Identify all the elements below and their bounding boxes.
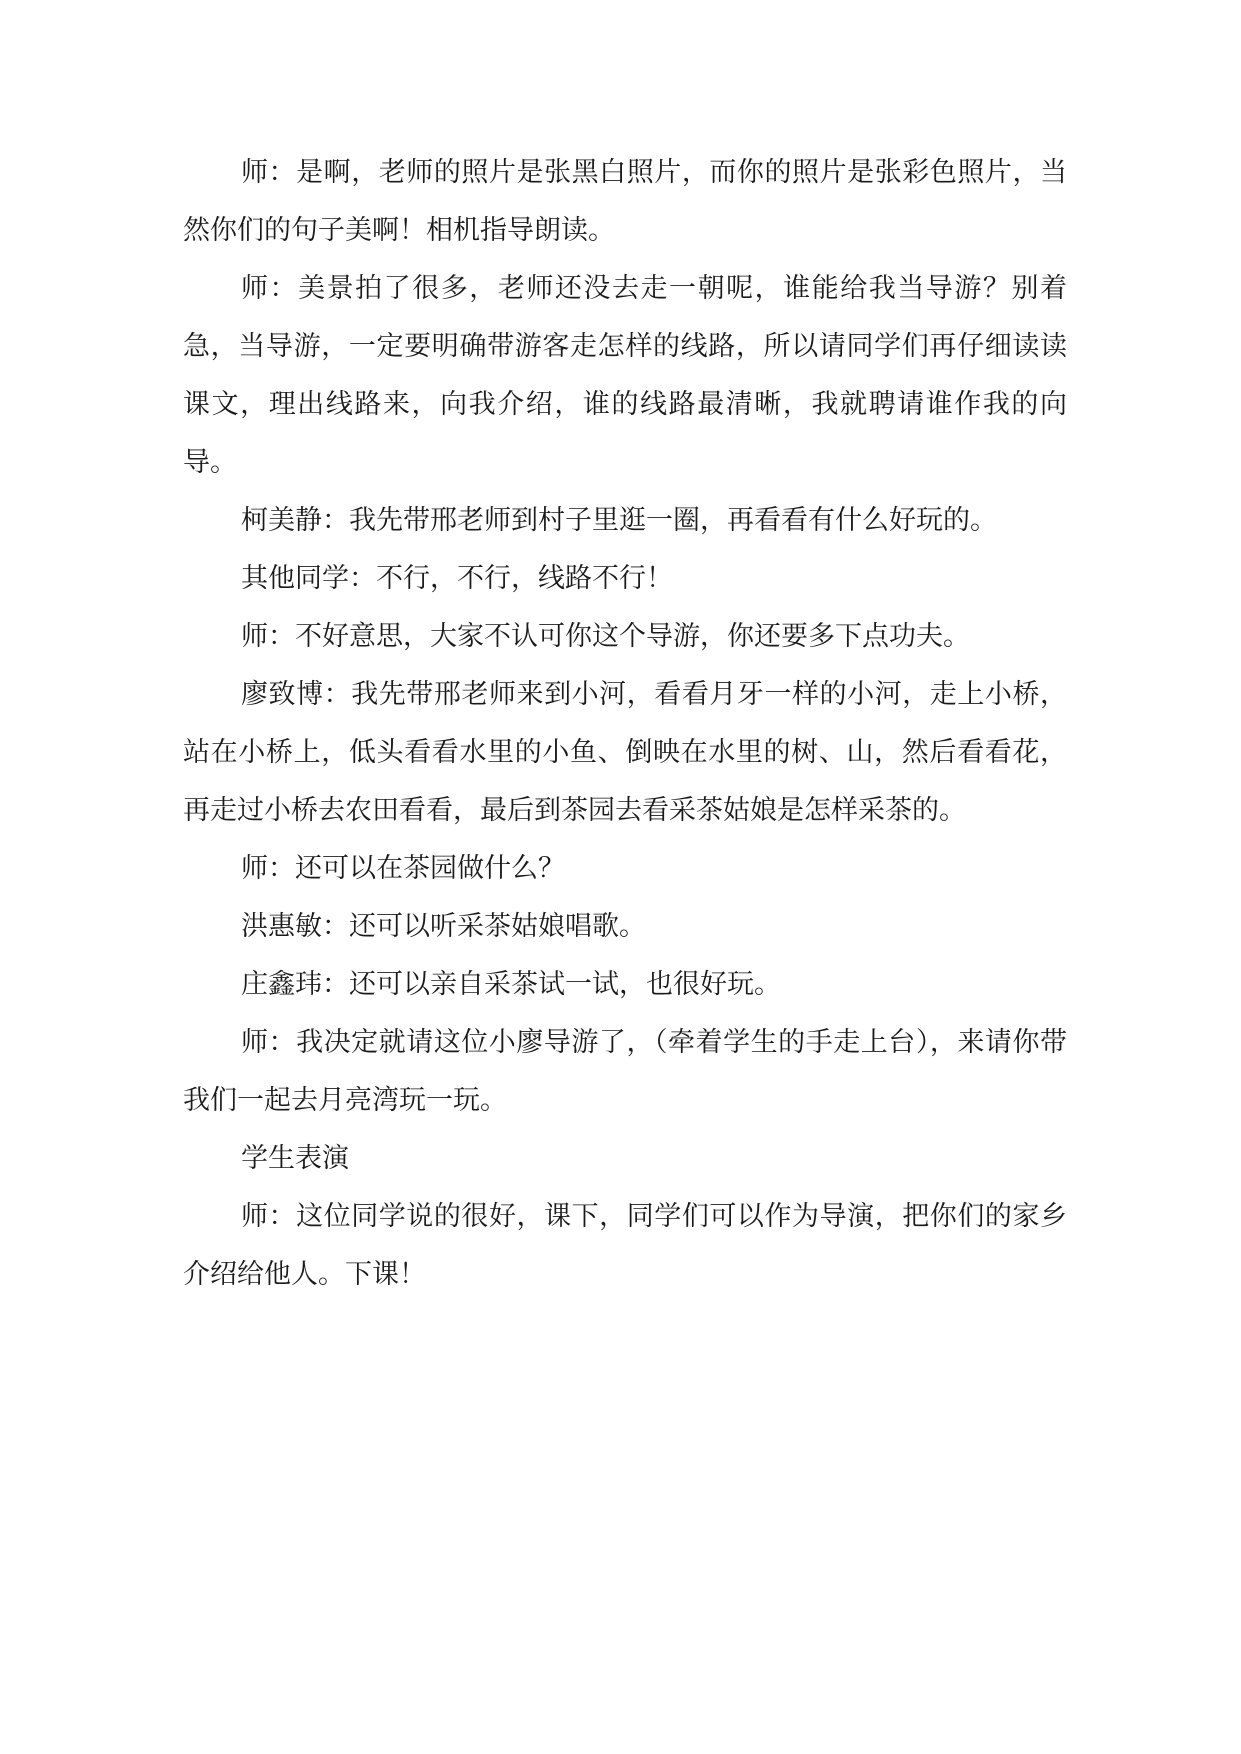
document-body <box>183 144 1067 1304</box>
paragraph-teacher-closing: 师：这位同学说的很好，课下，同学们可以作为导演，把你们的家乡介绍给他人。下课！ <box>183 1201 1067 1290</box>
paragraph-teacher-guide-request: 师：美景拍了很多，老师还没去走一朝呢，谁能给我当导游？别着急，当导游，一定要明确带游客走怎样的线路，所以请同学们再仔细读读课文，理出线路来，向我介绍，谁的线路最清晰，我就聘请谁作我的向导。 <box>183 273 1067 478</box>
paragraph-ke-meijing-answer: 柯美静：我先带邢老师到村子里逛一圈，再看看有什么好玩的。 <box>241 505 997 536</box>
paragraph-liao-zhibo-answer: 廖致博：我先带邢老师来到小河，看看月牙一样的小河，走上小桥，站在小桥上，低头看看水里的小鱼、倒映在水里的树、山，然后看看花，再走过小桥去农田看看，最后到茶园去看采茶姑娘是怎样采茶的。 <box>183 679 1067 826</box>
paragraph-student-performance: 学生表演 <box>241 1143 349 1174</box>
paragraph-teacher-photo-comment: 师：是啊，老师的照片是张黑白照片，而你的照片是张彩色照片，当然你们的句子美啊！相机指导朗读。 <box>183 157 1067 246</box>
paragraph-teacher-question: 师：还可以在茶园做什么？ <box>241 853 565 884</box>
paragraph-zhuang-xinwei-answer: 庄鑫玮：还可以亲自采茶试一试，也很好玩。 <box>241 969 781 1000</box>
paragraph-teacher-decision: 师：我决定就请这位小廖导游了，（牵着学生的手走上台），来请你带我们一起去月亮湾玩一玩。 <box>183 1027 1067 1116</box>
paragraph-teacher-response: 师：不好意思，大家不认可你这个导游，你还要多下点功夫。 <box>241 621 970 652</box>
paragraph-classmates-reply: 其他同学：不行，不行，线路不行！ <box>241 563 673 594</box>
paragraph-hong-huimin-answer: 洪惠敏：还可以听采茶姑娘唱歌。 <box>241 911 646 942</box>
